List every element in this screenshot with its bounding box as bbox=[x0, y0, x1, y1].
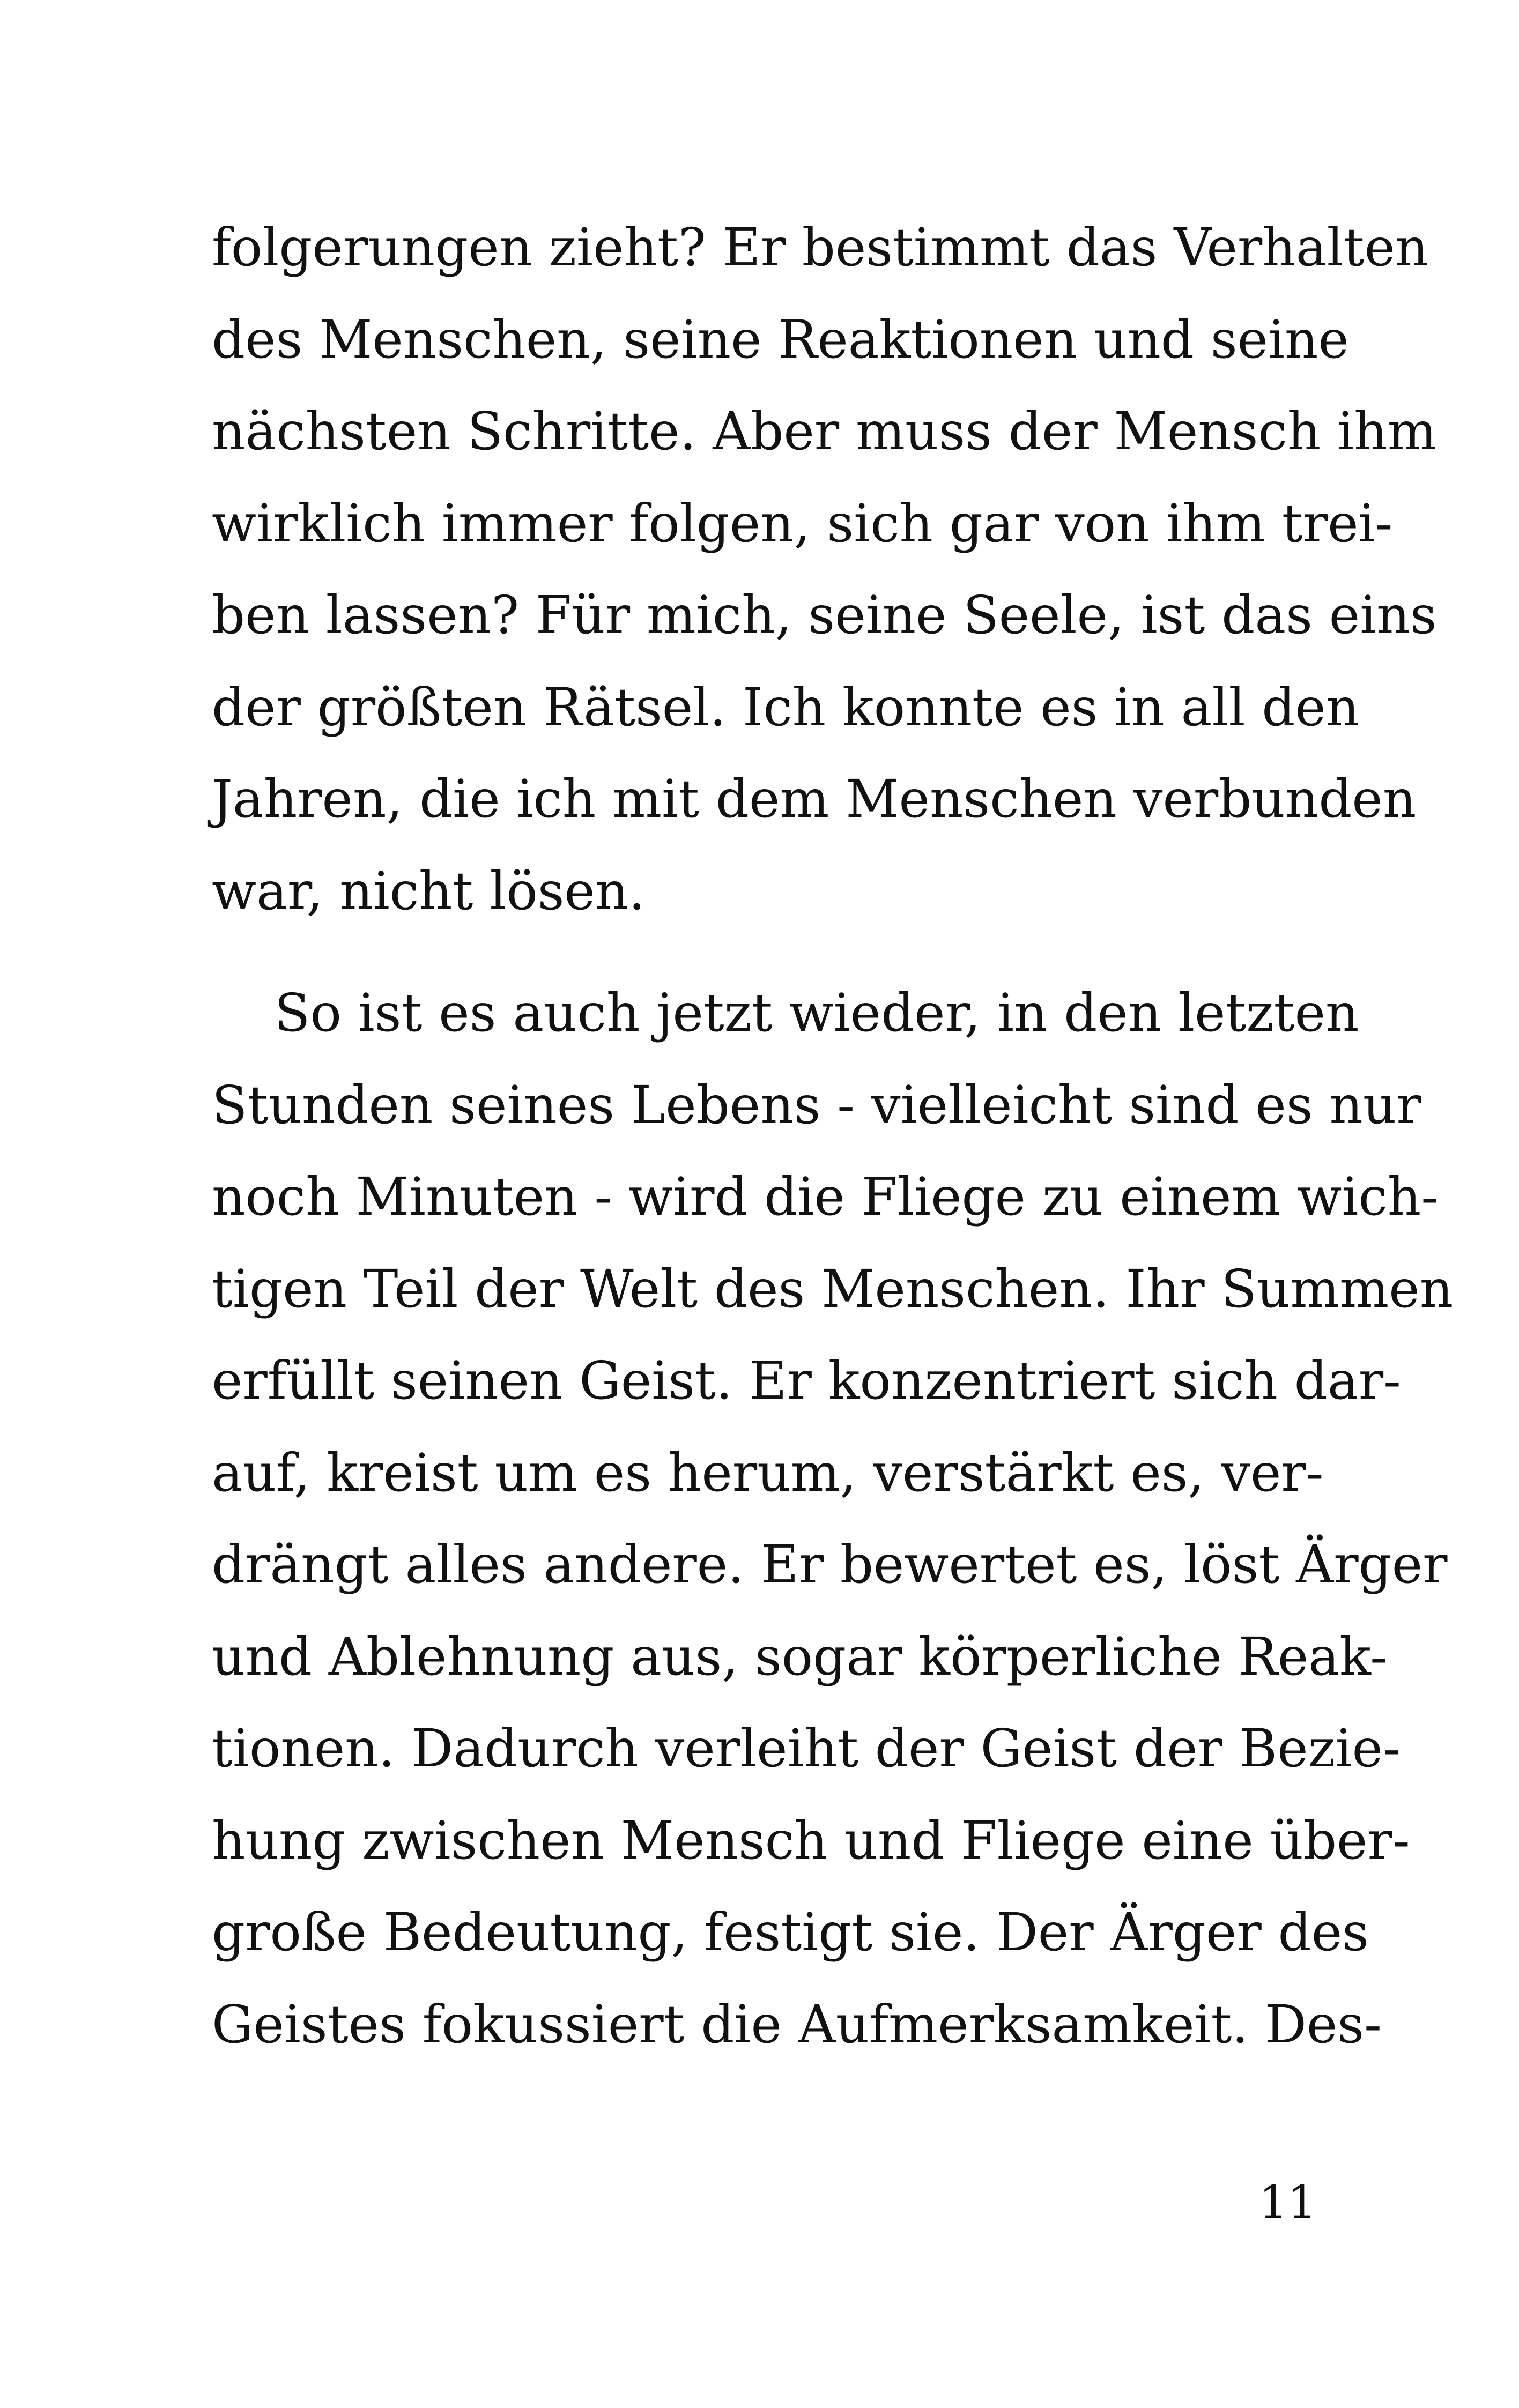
paragraph-2 bbox=[212, 967, 1454, 2070]
text-line: des Menschen, seine Reaktionen und seine bbox=[212, 309, 1349, 370]
paragraph-1 bbox=[212, 202, 1437, 937]
text-line: auf, kreist um es herum, verstärkt es, ver- bbox=[212, 1442, 1324, 1503]
text-line: hung zwischen Mensch und Fliege eine über- bbox=[212, 1810, 1410, 1871]
text-line: der größten Rätsel. Ich konnte es in all den bbox=[212, 677, 1360, 738]
text-line: erfüllt seinen Geist. Er konzentriert sich dar- bbox=[212, 1350, 1401, 1411]
text-line: drängt alles andere. Er bewertet es, löst Ärger bbox=[212, 1534, 1448, 1595]
text-line: So ist es auch jetzt wieder, in den letzten bbox=[275, 983, 1359, 1043]
text-line: nächsten Schritte. Aber muss der Mensch ihm bbox=[212, 401, 1437, 462]
text-line: und Ablehnung aus, sogar körperliche Reak- bbox=[212, 1626, 1388, 1687]
text-line: tionen. Dadurch verleiht der Geist der Bezie- bbox=[212, 1718, 1401, 1779]
text-line: Jahren, die ich mit dem Menschen verbunden bbox=[212, 769, 1417, 829]
text-line: Stunden seines Lebens - vielleicht sind es nur bbox=[212, 1074, 1421, 1135]
text-line: ben lassen? Für mich, seine Seele, ist das eins bbox=[212, 585, 1437, 645]
text-line: Geistes fokussiert die Aufmerksamkeit. Des- bbox=[212, 1994, 1382, 2055]
text-line: folgerungen zieht? Er bestimmt das Verhalten bbox=[212, 217, 1429, 278]
text-line: große Bedeutung, festigt sie. Der Ärger des bbox=[212, 1902, 1369, 1963]
page-number: 11 bbox=[1259, 2176, 1316, 2228]
text-line: noch Minuten - wird die Fliege zu einem wich- bbox=[212, 1166, 1439, 1227]
text-line: war, nicht lösen. bbox=[212, 860, 646, 921]
text-line: wirklich immer folgen, sich gar von ihm trei- bbox=[212, 493, 1393, 554]
text-line: tigen Teil der Welt des Menschen. Ihr Summen bbox=[212, 1258, 1454, 1319]
